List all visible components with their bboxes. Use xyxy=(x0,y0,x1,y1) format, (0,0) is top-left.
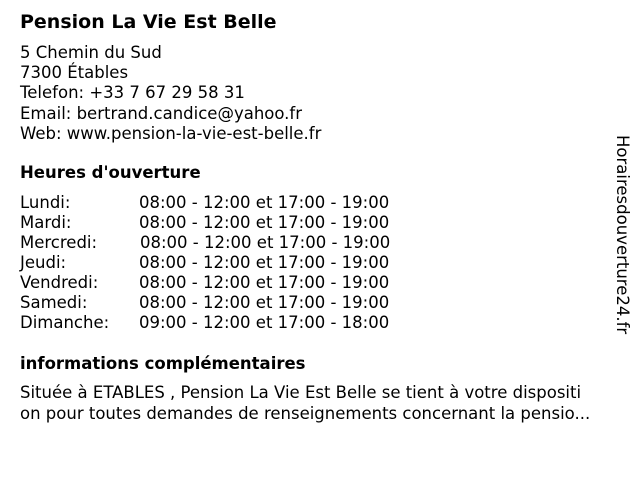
time-range: 08:00 - 12:00 et 17:00 - 19:00 xyxy=(139,213,390,232)
additional-info-heading: informations complémentaires xyxy=(20,354,306,373)
hours-row-saturday xyxy=(20,293,440,313)
contact-block xyxy=(20,43,321,144)
email-address: Email: bertrand.candice@yahoo.fr xyxy=(20,103,303,123)
day-label: Mardi: xyxy=(20,213,72,232)
day-label: Dimanche: xyxy=(20,313,110,332)
day-label: Jeudi: xyxy=(20,253,67,272)
time-range: 09:00 - 12:00 et 17:00 - 18:00 xyxy=(139,313,390,332)
time-range: 08:00 - 12:00 et 17:00 - 19:00 xyxy=(139,253,390,272)
day-label: Vendredi: xyxy=(20,273,99,292)
day-label: Samedi: xyxy=(20,293,88,312)
day-label: Lundi: xyxy=(20,193,71,212)
website-address: Web: www.pension-la-vie-est-belle.fr xyxy=(20,123,322,143)
day-label: Mercredi: xyxy=(20,233,98,252)
additional-info-text xyxy=(20,383,620,424)
hours-row-sunday xyxy=(20,313,440,333)
hours-row-friday xyxy=(20,273,440,293)
time-range: 08:00 - 12:00 et 17:00 - 19:00 xyxy=(139,193,390,212)
time-range: 08:00 - 12:00 et 17:00 - 19:00 xyxy=(139,293,390,312)
description-line: Située à ETABLES , Pension La Vie Est Belle se tient à votre dispositi xyxy=(20,383,582,402)
opening-hours-heading: Heures d'ouverture xyxy=(20,163,201,182)
address-city: 7300 Étables xyxy=(20,63,129,83)
business-name: Pension La Vie Est Belle xyxy=(20,11,277,33)
hours-row-thursday xyxy=(20,253,440,273)
time-range: 08:00 - 12:00 et 17:00 - 19:00 xyxy=(139,273,390,292)
site-watermark: Horairesdouverture24.fr xyxy=(613,135,632,335)
opening-hours-table xyxy=(20,193,440,333)
description-line: on pour toutes demandes de renseignements concernant la pensio... xyxy=(20,403,591,423)
address-street: 5 Chemin du Sud xyxy=(20,43,162,62)
phone-number: Telefon: +33 7 67 29 58 31 xyxy=(20,83,245,103)
time-range: 08:00 - 12:00 et 17:00 - 19:00 xyxy=(140,233,391,252)
hours-row-tuesday xyxy=(20,213,440,233)
hours-row-wednesday xyxy=(20,233,440,253)
hours-row-monday xyxy=(20,193,440,213)
